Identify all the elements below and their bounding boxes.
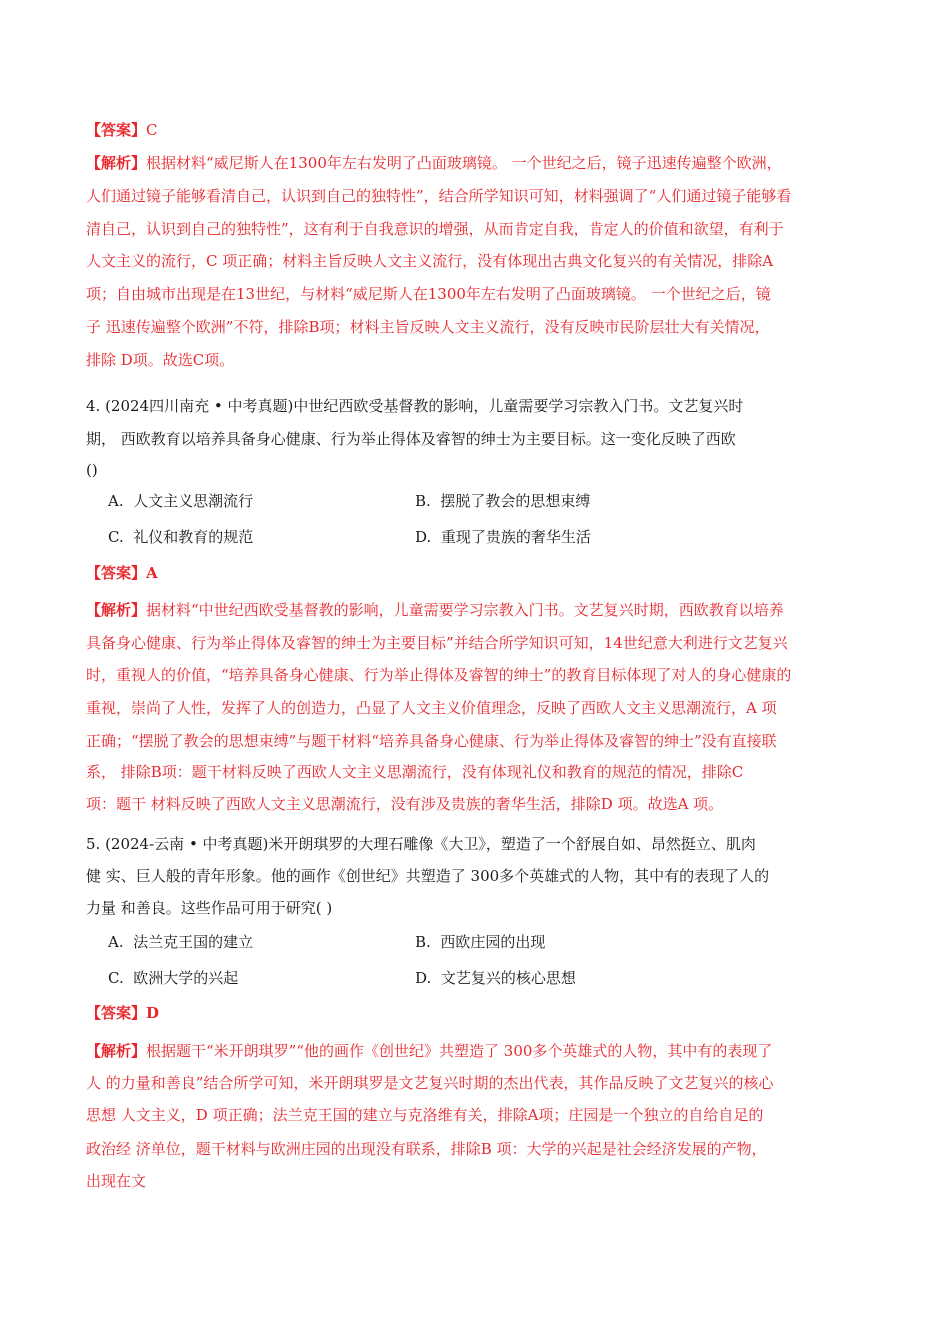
q5-analysis-line: 思想 人文主义，D 项正确；法兰克王国的建立与克洛维有关，排除A项；庄园是一个独立的自给自足的 <box>86 1106 764 1124</box>
q4-answer <box>86 563 158 583</box>
q4-analysis-line: 时，重视人的价值，“培养具备身心健康、行为举止得体及睿智的绅士”的教育目标体现了对人的身心健康的 <box>86 666 792 684</box>
answer-label: 【答案】 <box>86 1004 147 1022</box>
q5-option-d: D. 文艺复兴的核心思想 <box>415 969 576 987</box>
q5-stem-line: 力量 和善良。这些作品可用于研究( ) <box>86 899 333 917</box>
q4-stem-line: () <box>86 461 98 479</box>
q5-stem-line: 健 实、巨人般的青年形象。他的画作《创世纪》共塑造了 300多个英雄式的人物，其中有的表现了人的 <box>86 867 770 885</box>
q5-analysis-line: 【解析】根据题干“米开朗琪罗”“他的画作《创世纪》共塑造了 300多个英雄式的人物，其中有的表现了 <box>86 1042 773 1060</box>
q4-analysis-line: 具备身心健康、行为举止得体及睿智的绅士为主要目标”并结合所学知识可知，14世纪意大利进行文艺复兴 <box>86 634 788 652</box>
q3-analysis-line: 【解析】根据材料“威尼斯人在1300年左右发明了凸面玻璃镜。 一个世纪之后，镜子迅速传遍整个欧洲， <box>86 154 782 172</box>
analysis-label: 【解析】 <box>86 601 147 619</box>
q3-analysis-line: 人们通过镜子能够看清自己，认识到自己的独特性”，结合所学知识可知，材料强调了“人们通过镜子能够看 <box>86 187 792 205</box>
q4-option-d: D. 重现了贵族的奢华生活 <box>415 528 591 546</box>
q4-analysis-line: 项：题干 材料反映了西欧人文主义思潮流行，没有涉及贵族的奢华生活，排除D 项。故选A 项。 <box>86 795 724 813</box>
q4-analysis-line: 重视，崇尚了人性，发挥了人的创造力，凸显了人文主义价值理念，反映了西欧人文主义思潮流行，A 项 <box>86 699 777 717</box>
q5-option-c: C. 欧洲大学的兴起 <box>108 969 239 987</box>
q5-option-b: B. 西欧庄园的出现 <box>415 933 546 951</box>
q5-analysis-line: 出现在文 <box>86 1172 147 1190</box>
q4-analysis-line: 【解析】据材料“中世纪西欧受基督教的影响，儿童需要学习宗教入门书。文艺复兴时期，西欧教育以培养 <box>86 601 784 619</box>
q3-analysis-line: 子 迅速传遍整个欧洲”不符，排除B项；材料主旨反映人文主义流行，没有反映市民阶层壮大有关情况， <box>86 318 770 336</box>
analysis-label: 【解析】 <box>86 1042 147 1060</box>
answer-value: C <box>146 121 158 139</box>
q4-stem-line: 4. (2024四川南充 • 中考真题)中世纪西欧受基督教的影响，儿童需要学习宗教入门书。文艺复兴时 <box>86 397 744 415</box>
answer-label: 【答案】 <box>86 121 147 139</box>
q4-analysis-line: 正确；“摆脱了教会的思想束缚”与题干材料“培养具备身心健康、行为举止得体及睿智的绅士”没有直接联 <box>86 732 777 750</box>
q5-answer <box>86 1003 159 1023</box>
q5-option-a: A. 法兰克王国的建立 <box>108 933 254 951</box>
analysis-label: 【解析】 <box>86 154 147 172</box>
answer-label: 【答案】 <box>86 564 147 582</box>
q3-analysis-line: 项；自由城市出现是在13世纪，与材料“威尼斯人在1300年左右发明了凸面玻璃镜。 一个世纪之后，镜 <box>86 285 771 303</box>
answer-value: A <box>146 564 158 582</box>
q3-answer <box>86 120 158 140</box>
q3-analysis-line: 排除 D项。故选C项。 <box>86 351 235 369</box>
q4-analysis-line: 系， 排除B项：题干材料反映了西欧人文主义思潮流行，没有体现礼仪和教育的规范的情况，排除C <box>86 763 744 781</box>
q4-option-c: C. 礼仪和教育的规范 <box>108 528 254 546</box>
q5-analysis-line: 人 的力量和善良”结合所学可知，米开朗琪罗是文艺复兴时期的杰出代表，其作品反映了文艺复兴的核心 <box>86 1074 774 1092</box>
q4-stem-line: 期， 西欧教育以培养具备身心健康、行为举止得体及睿智的绅士为主要目标。这一变化反映了西欧 <box>86 430 736 448</box>
q3-analysis-line: 人文主义的流行，C 项正确；材料主旨反映人文主义流行，没有体现出古典文化复兴的有关情况，排除A <box>86 252 774 270</box>
answer-value: D <box>146 1004 160 1022</box>
q4-option-b: B. 摆脱了教会的思想束缚 <box>415 492 591 510</box>
q5-analysis-line: 政治经 济单位，题干材料与欧洲庄园的出现没有联系，排除B 项：大学的兴起是社会经济发展的产物， <box>86 1140 767 1158</box>
q3-analysis-line: 清自己，认识到自己的独特性”，这有利于自我意识的增强，从而肯定自我，肯定人的价值和欲望，有利于 <box>86 220 784 238</box>
q4-option-a: A. 人文主义思潮流行 <box>108 492 254 510</box>
q5-stem-line: 5. (2024-云南 • 中考真题)米开朗琪罗的大理石雕像《大卫》，塑造了一个舒展自如、昂然挺立、肌肉 <box>86 835 756 853</box>
